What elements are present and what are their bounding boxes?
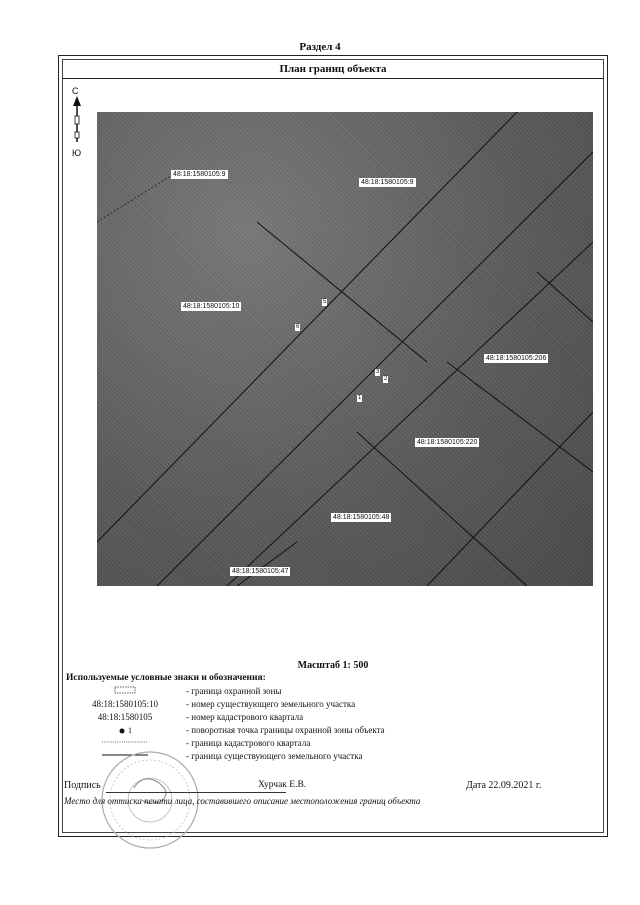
north-arrow-icon: [70, 86, 86, 166]
section-title: Раздел 4: [299, 41, 341, 53]
signature-date: Дата 22.09.2021 г.: [466, 780, 542, 791]
legend-desc: - номер кадастрового квартала: [186, 712, 304, 722]
legend-symbol-text: 48:18:1580105: [97, 712, 153, 722]
legend-symbol-text: 48:18:1580105:10: [91, 699, 158, 709]
legend-item-zone: [66, 686, 466, 698]
compass-north-label: С: [72, 86, 79, 96]
legend-desc: - граница кадастрового квартала: [186, 738, 311, 748]
legend-desc: - номер существующего земельного участка: [186, 699, 356, 709]
dotted-line-icon: [66, 738, 184, 748]
turning-point-label: 5: [323, 299, 327, 305]
satellite-map: [97, 112, 593, 586]
turning-point-label: 3: [376, 369, 380, 375]
signer-name: Хурчак Е.В.: [258, 780, 307, 790]
turning-point-label: 1: [358, 395, 362, 401]
parcel-label: 48:18:1580105:48: [333, 514, 390, 521]
signature-row: [62, 780, 604, 794]
legend-item-parcel-number: [66, 699, 466, 711]
parcel-label: 48:18:1580105:10: [183, 303, 240, 310]
legend-symbol-text: 1: [128, 726, 132, 735]
legend-item-turning-point: [66, 725, 466, 737]
legend-title: Используемые условные знаки и обозначения:: [66, 673, 266, 683]
signature-label: Подпись: [64, 780, 101, 791]
turning-point-label: 2: [384, 376, 388, 382]
parcel-label: 48:18:1580105:9: [361, 179, 414, 186]
legend-desc: - граница охранной зоны: [186, 686, 282, 696]
legend-item-quarter-number: [66, 712, 466, 724]
parcel-label: 48:18:1580105:206: [486, 355, 547, 362]
signature-line: [106, 792, 286, 793]
parcel-label: 48:18:1580105:220: [417, 439, 478, 446]
stamp-note: Место для оттиска печати лица, составившего описание местоположения границ объекта: [64, 796, 421, 806]
turning-point-label: 6: [296, 324, 300, 330]
turning-point-icon: [66, 725, 184, 735]
parcel-label: 48:18:1580105:9: [173, 171, 226, 178]
legend-desc: - граница существующего земельного участка: [186, 751, 363, 761]
parcel-label: 48:18:1580105:47: [232, 568, 289, 575]
compass-south-label: Ю: [72, 148, 82, 158]
legend-desc: - поворотная точка границы охранной зоны объекта: [186, 725, 385, 735]
zone-boundary-icon: [66, 686, 184, 696]
map-scale: Масштаб 1: 500: [297, 660, 369, 671]
plan-title: План границ объекта: [62, 59, 604, 79]
